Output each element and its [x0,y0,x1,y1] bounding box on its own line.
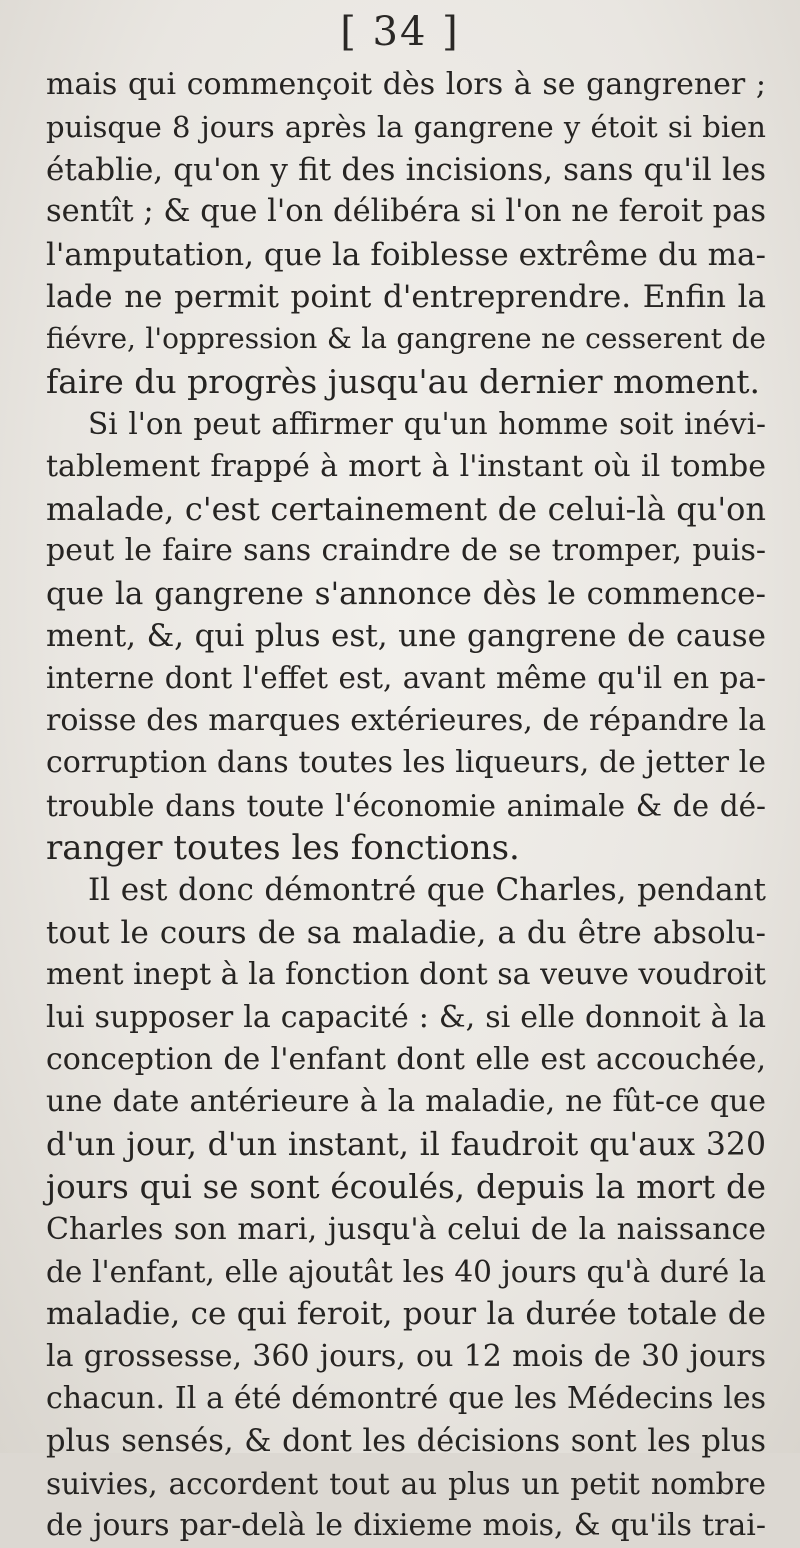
text-line: corruption dans toutes les liqueurs, de jetter le [46,745,766,781]
text-line: interne dont l'effet est, avant même qu'il en pa- [46,661,766,696]
text-line: l'amputation, que la foiblesse extrême du ma- [46,236,766,273]
page-number: [ 34 ] [340,9,460,55]
text-line: la grossesse, 360 jours, ou 12 mois de 30 jours [46,1338,766,1374]
text-line: faire du progrès jusqu'au dernier moment. [46,361,761,401]
text-line: Si l'on peut affirmer qu'un homme soit inévi- [88,407,766,442]
text-line: ment, &, qui plus est, une gangrene de cause [46,618,766,655]
text-line: mais qui commençoit dès lors à se gangrener ; [46,67,766,102]
text-line: plus sensés, & dont les décisions sont les plus [46,1423,766,1459]
body-text [46,64,766,1548]
text-line: lui supposer la capacité : &, si elle donnoit à la [46,999,766,1035]
text-line: maladie, ce qui feroit, pour la durée totale de [46,1296,766,1333]
text-line: malade, c'est certainement de celui-là qu'on [46,489,766,528]
text-line: chacun. Il a été démontré que les Médecins les [46,1381,766,1417]
text-line: établie, qu'on y fit des incisions, sans qu'il les [46,151,766,188]
text-line: d'un jour, d'un instant, il faudroit qu'aux 320 [46,1126,766,1163]
text-line: tablement frappé à mort à l'instant où il tombe [46,448,766,484]
text-line: fiévre, l'oppression & la gangrene ne cesserent de [46,322,766,356]
text-line: une date antérieure à la maladie, ne fût-ce que [46,1084,766,1120]
text-line: Il est donc démontré que Charles, pendant [88,872,766,909]
text-line: puisque 8 jours après la gangrene y étoit si bien [46,110,766,145]
text-line: conception de l'enfant dont elle est accouchée, [46,1041,766,1077]
text-line: de l'enfant, elle ajoutât les 40 jours qu'à duré la [46,1254,766,1289]
text-line: tout le cours de sa maladie, a du être absolu- [46,914,766,951]
text-line: peut le faire sans craindre de se tromper, puis- [46,533,766,569]
text-line: sentît ; & que l'on délibéra si l'on ne feroit pas [46,194,766,230]
text-line: ranger toutes les fonctions. [46,828,520,869]
text-line: roisse des marques extérieures, de répandre la [46,702,766,738]
text-line: Charles son mari, jusqu'à celui de la naissance [46,1211,766,1247]
text-line: suivies, accordent tout au plus un petit nombre [46,1466,766,1501]
text-line: que la gangrene s'annonce dès le commence- [46,575,766,612]
text-line: ment inept à la fonction dont sa veuve voudroit [46,957,766,993]
text-line: trouble dans toute l'économie animale & de dé- [46,788,766,823]
text-line: de jours par-delà le dixieme mois, & qu'ils trai- [46,1508,766,1544]
text-line: jours qui se sont écoulés, depuis la mort de [46,1168,766,1207]
text-line: lade ne permit point d'entreprendre. Enfin la [46,278,766,315]
